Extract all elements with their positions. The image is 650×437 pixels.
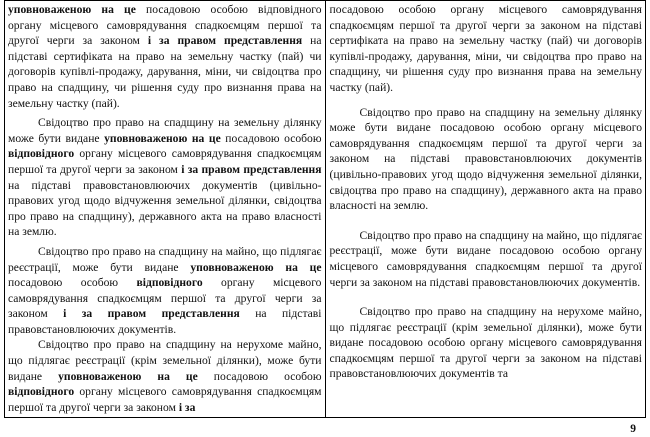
bold-text-run: відповідного [8, 385, 75, 399]
table-row [5, 1, 646, 418]
text-run: на підставі сертифіката на право на земельну частку (пай) чи договорів купівлі-продажу, дарування, міни, чи свідоцтва про право на спадщину, чи рішення суду про визнання права на земельну частку (пай). [8, 34, 322, 110]
left-paragraph-3 [8, 244, 322, 338]
text-run: посадовою особою [8, 276, 137, 290]
bold-text-run: уповноваженою на це [104, 131, 221, 145]
text-run: на підставі правовстановлюючих документів. [8, 307, 322, 336]
right-column-cell [325, 1, 646, 418]
right-paragraph-2: Свідоцтво про право на спадщину на земельну ділянку може бути видане посадовою особою органу місцевого самоврядування спадкоємцям першої та другої черги за законом на підставі правовстановлюючих документів (цивільно-правових угод щодо відчуження земельної ділянки, свідоцтва про право на спадщину), державного акта на право власності на землю. [329, 105, 642, 213]
right-paragraph-1: посадовою особою органу місцевого самоврядування спадкоємцям першої та другої черги за законом на підставі сертифіката на право на земельну частку (пай) чи договорів купівлі-продажу, дарування, міни, чи свідоцтва про право на спадщину, чи рішення суду про визнання права на земельну частку (пай). [329, 3, 642, 94]
page-number: 9 [630, 423, 636, 435]
text-run: Свідоцтво про право на спадщину на майно, що підлягає реєстрації, може бути видане [8, 244, 322, 274]
text-run: посадовою особою [197, 369, 322, 383]
left-column-cell [5, 1, 326, 418]
text-run: посадовою особою [220, 131, 322, 145]
right-paragraph-3: Свідоцтво про право на спадщину на майно, що підлягає реєстрації, може бути видане посадовою особою органу місцевого самоврядування спадкоємцям першої та другої черги за законом на підставі правовстановлюючих документів. [329, 228, 642, 289]
left-paragraph-1 [8, 2, 322, 111]
right-paragraph-4: Свідоцтво про право на спадщину на нерухоме майно, що підлягає реєстрації (крім земельної ділянки), може бути видане посадовою особою органу місцевого самоврядування спадкоємцям першої та другої черги за законом на підставі правовстановлюючих документів та [329, 305, 642, 381]
text-run: органу місцевого самоврядування спадкоємцям першої та другої черги за законом [8, 276, 322, 321]
text-run: органу місцевого самоврядування спадкоємцям першої та другої черги за законом [8, 385, 322, 414]
text-run: Свідоцтво про право на спадщину на земельну ділянку може бути видане [8, 116, 322, 145]
bold-text-run: уповноваженою на це [58, 369, 198, 383]
bold-text-run: уповноваженою на це [190, 260, 322, 274]
text-run: на підставі правовстановлюючих документів (цивільно-правових угод щодо відчуження земельної ділянки, свідоцтва про право на спадщину), державного акта на право власності на землю. [8, 178, 322, 239]
bold-text-run: відповідного [136, 276, 203, 290]
bold-text-run: і за правом представлення [147, 34, 303, 48]
comparison-table [4, 0, 646, 418]
left-paragraph-2 [8, 115, 322, 240]
text-run: органу місцевого самоврядування спадкоємцям першої та другої черги за законом [8, 147, 322, 176]
left-column-text [5, 1, 325, 414]
text-run: Свідоцтво про право на спадщину на нерухоме майно, що підлягає реєстрації (крім земельної ділянки), може бути видане [8, 338, 322, 383]
bold-text-run: уповноваженою на це [8, 3, 136, 16]
bold-text-run: і за [178, 400, 196, 414]
text-run: посадовою особою відповідного органу місцевого самоврядування спадкоємцям першої та другої черги за законом [8, 3, 322, 48]
bold-text-run: і за правом представлення [181, 162, 322, 176]
left-paragraph-4 [8, 337, 322, 414]
bold-text-run: відповідного [8, 147, 75, 161]
right-column-text [326, 1, 646, 414]
bold-text-run: і за правом представлення [63, 307, 240, 321]
